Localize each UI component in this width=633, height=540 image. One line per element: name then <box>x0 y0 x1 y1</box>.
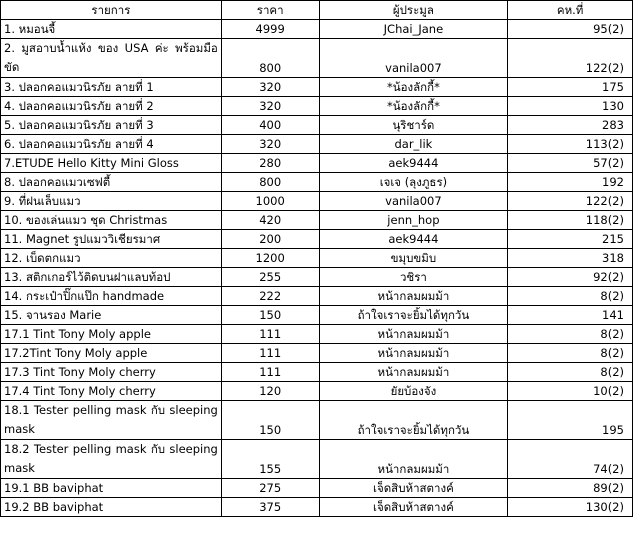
cell-qty: 195 <box>508 401 633 440</box>
cell-payer: เจ็ดสิบห้าสตางค์ <box>319 479 508 498</box>
table-row <box>1 154 633 173</box>
table-row <box>1 97 633 116</box>
cell-item: 4. ปลอกคอแมวนิรภัย ลายที่ 2 <box>1 97 222 116</box>
cell-item-text: 18.2 Tester pelling mask กับ sleeping mask <box>4 442 218 475</box>
cell-item: 14. กระเป๋าปิ๊กแป๊ก handmade <box>1 287 222 306</box>
cell-item-text: 18.1 Tester pelling mask กับ sleeping mask <box>4 403 218 436</box>
table-row <box>1 325 633 344</box>
cell-qty: 192 <box>508 173 633 192</box>
cell-item: 19.1 BB baviphat <box>1 479 222 498</box>
cell-qty: 95(2) <box>508 20 633 39</box>
cell-payer: JChai_Jane <box>319 20 508 39</box>
cell-qty: 92(2) <box>508 268 633 287</box>
cell-payer: วชิรา <box>319 268 508 287</box>
table-row <box>1 192 633 211</box>
cell-item: 8. ปลอกคอแมวเซฟตี้ <box>1 173 222 192</box>
cell-price: 120 <box>221 382 319 401</box>
cell-payer: jenn_hop <box>319 211 508 230</box>
cell-payer: หน้ากลมผมม้า <box>319 287 508 306</box>
cell-price: 255 <box>221 268 319 287</box>
cell-item: 19.2 BB baviphat <box>1 498 222 517</box>
cell-payer: vanila007 <box>319 192 508 211</box>
cell-price: 420 <box>221 211 319 230</box>
cell-item <box>1 39 222 78</box>
table-row <box>1 401 633 440</box>
cell-qty: 8(2) <box>508 344 633 363</box>
cell-qty: 74(2) <box>508 440 633 479</box>
cell-payer: นุริชาร์ด <box>319 116 508 135</box>
cell-price: 1000 <box>221 192 319 211</box>
table-row <box>1 173 633 192</box>
cell-qty: 10(2) <box>508 382 633 401</box>
table-row <box>1 39 633 78</box>
cell-payer: *น้องลักกี้* <box>319 78 508 97</box>
cell-qty: 215 <box>508 230 633 249</box>
cell-price: 800 <box>221 39 319 78</box>
cell-price: 280 <box>221 154 319 173</box>
table-row <box>1 498 633 517</box>
cell-payer: เจเจ (ลุงภูธร) <box>319 173 508 192</box>
cell-item <box>1 440 222 479</box>
cell-price: 800 <box>221 173 319 192</box>
cell-qty: 122(2) <box>508 39 633 78</box>
cell-price: 400 <box>221 116 319 135</box>
cell-price: 111 <box>221 363 319 382</box>
cell-item: 7.ETUDE Hello Kitty Mini Gloss <box>1 154 222 173</box>
cell-qty: 318 <box>508 249 633 268</box>
cell-payer: ถ้าใจเราจะยิ้มได้ทุกวัน <box>319 306 508 325</box>
cell-payer: aek9444 <box>319 230 508 249</box>
cell-qty: 118(2) <box>508 211 633 230</box>
cell-item: 9. ที่ฝนเล็บแมว <box>1 192 222 211</box>
cell-price: 150 <box>221 401 319 440</box>
cell-price: 111 <box>221 325 319 344</box>
cell-qty: 8(2) <box>508 287 633 306</box>
header-row <box>1 1 633 20</box>
cell-qty: 113(2) <box>508 135 633 154</box>
cell-price: 222 <box>221 287 319 306</box>
cell-price: 200 <box>221 230 319 249</box>
cell-payer: vanila007 <box>319 39 508 78</box>
cell-item: 17.3 Tint Tony Moly cherry <box>1 363 222 382</box>
cell-item: 17.1 Tint Tony Moly apple <box>1 325 222 344</box>
table-row <box>1 230 633 249</box>
cell-item: 12. เบ็ดตกแมว <box>1 249 222 268</box>
cell-qty: 283 <box>508 116 633 135</box>
cell-price: 150 <box>221 306 319 325</box>
cell-qty: 130 <box>508 97 633 116</box>
table-row <box>1 116 633 135</box>
cell-qty: 122(2) <box>508 192 633 211</box>
cell-item: 15. จานรอง Marie <box>1 306 222 325</box>
cell-item: 17.2Tint Tony Moly apple <box>1 344 222 363</box>
cell-payer: หน้ากลมผมม้า <box>319 440 508 479</box>
cell-price: 320 <box>221 135 319 154</box>
cell-payer: aek9444 <box>319 154 508 173</box>
cell-qty: 8(2) <box>508 363 633 382</box>
table-row <box>1 363 633 382</box>
cell-qty: 89(2) <box>508 479 633 498</box>
cell-item: 6. ปลอกคอแมวนิรภัย ลายที่ 4 <box>1 135 222 154</box>
cell-qty: 141 <box>508 306 633 325</box>
cell-payer: ถ้าใจเราจะยิ้มได้ทุกวัน <box>319 401 508 440</box>
cell-item: 5. ปลอกคอแมวนิรภัย ลายที่ 3 <box>1 116 222 135</box>
cell-item: 1. หมอนจี้ <box>1 20 222 39</box>
cell-payer: หน้ากลมผมม้า <box>319 363 508 382</box>
cell-item: 11. Magnet รูปแมววิเชียรมาศ <box>1 230 222 249</box>
cell-payer: หน้ากลมผมม้า <box>319 325 508 344</box>
cell-price: 1200 <box>221 249 319 268</box>
cell-price: 275 <box>221 479 319 498</box>
table-row <box>1 306 633 325</box>
cell-qty: 130(2) <box>508 498 633 517</box>
cell-payer: ยัยบ้องจัง <box>319 382 508 401</box>
cell-payer: *น้องลักกี้* <box>319 97 508 116</box>
header-item: รายการ <box>1 1 222 20</box>
table-row <box>1 344 633 363</box>
table-row <box>1 20 633 39</box>
header-qty: คห.ที่ <box>508 1 633 20</box>
cell-qty: 8(2) <box>508 325 633 344</box>
cell-item: 17.4 Tint Tony Moly cherry <box>1 382 222 401</box>
cell-payer: เจ็ดสิบห้าสตางค์ <box>319 498 508 517</box>
cell-item: 13. สติกเกอร์ไว้ติดบนฝาแลบท้อป <box>1 268 222 287</box>
table-row <box>1 135 633 154</box>
cell-qty: 175 <box>508 78 633 97</box>
cell-item-text: 2. มูสอาบน้ำแห้ง ของ USA ค่ะ พร้อมมือขัด <box>4 41 218 74</box>
table-row <box>1 479 633 498</box>
cell-payer: ขมุบขมิบ <box>319 249 508 268</box>
header-price: ราคา <box>221 1 319 20</box>
cell-price: 155 <box>221 440 319 479</box>
table-row <box>1 249 633 268</box>
cell-payer: หน้ากลมผมม้า <box>319 344 508 363</box>
table-row <box>1 78 633 97</box>
cell-item: 3. ปลอกคอแมวนิรภัย ลายที่ 1 <box>1 78 222 97</box>
cell-price: 320 <box>221 97 319 116</box>
table-row <box>1 287 633 306</box>
cell-item: 10. ของเล่นแมว ชุด Christmas <box>1 211 222 230</box>
cell-item <box>1 401 222 440</box>
cell-price: 375 <box>221 498 319 517</box>
table-row <box>1 211 633 230</box>
cell-payer: dar_lik <box>319 135 508 154</box>
table-row <box>1 382 633 401</box>
cell-price: 111 <box>221 344 319 363</box>
cell-price: 4999 <box>221 20 319 39</box>
table-row <box>1 440 633 479</box>
cell-qty: 57(2) <box>508 154 633 173</box>
header-payer: ผู้ประมูล <box>319 1 508 20</box>
cell-price: 320 <box>221 78 319 97</box>
table-row <box>1 268 633 287</box>
